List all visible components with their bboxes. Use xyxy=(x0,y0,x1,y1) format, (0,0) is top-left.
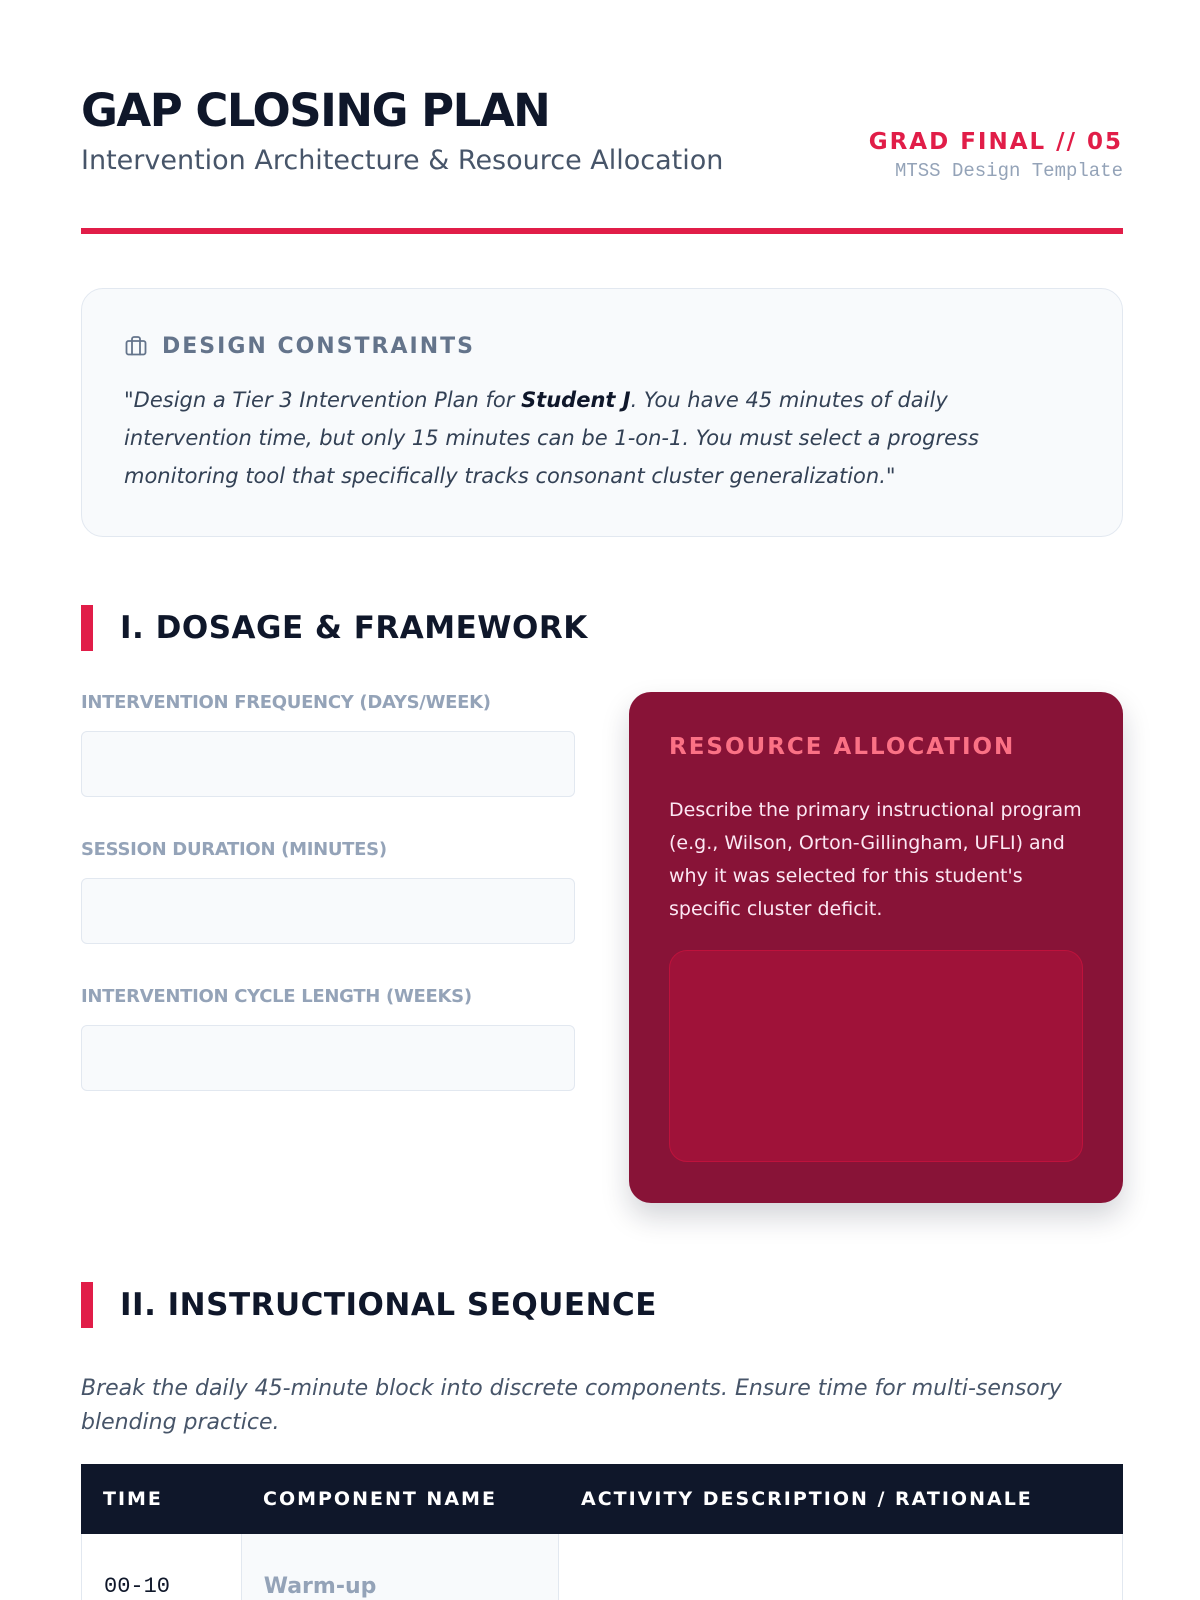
row-description-input[interactable] xyxy=(559,1534,1122,1600)
template-tag: MTSS Design Template xyxy=(894,160,1123,182)
table-header xyxy=(81,1464,1123,1534)
constraints-text-after: . You have 45 minutes of daily intervention time, but only 15 minutes can be 1-on-1. You must select a progress monitoring tool that specifically tracks consonant cluster generalization." xyxy=(124,388,979,488)
column-header-description: ACTIVITY DESCRIPTION / RATIONALE xyxy=(581,1488,1033,1510)
row-time: 00-10 xyxy=(82,1534,242,1600)
constraints-text-before: "Design a Tier 3 Intervention Plan for xyxy=(124,388,522,412)
assignment-code: GRAD FINAL // 05 xyxy=(868,129,1123,155)
page-subtitle: Intervention Architecture & Resource Allocation xyxy=(81,145,724,176)
frequency-input[interactable] xyxy=(81,731,575,797)
cycle-length-label: INTERVENTION CYCLE LENGTH (WEEKS) xyxy=(81,986,472,1007)
duration-input[interactable] xyxy=(81,878,575,944)
header-divider xyxy=(81,228,1123,234)
section-dosage-title: I. DOSAGE & FRAMEWORK xyxy=(120,610,588,646)
resource-allocation-card xyxy=(629,692,1123,1203)
page-title: GAP CLOSING PLAN xyxy=(81,84,550,137)
row-component-input[interactable]: Warm-up xyxy=(242,1534,559,1600)
instructional-sequence-table xyxy=(81,1464,1123,1600)
sequence-instructions: Break the daily 45-minute block into discrete components. Ensure time for multi-sensory blending practice. xyxy=(81,1376,1062,1435)
section-sequence-title: II. INSTRUCTIONAL SEQUENCE xyxy=(120,1287,657,1323)
column-header-component: COMPONENT NAME xyxy=(263,1488,497,1510)
frequency-label: INTERVENTION FREQUENCY (DAYS/WEEK) xyxy=(81,692,491,713)
duration-label: SESSION DURATION (MINUTES) xyxy=(81,839,387,860)
constraints-text xyxy=(124,381,1044,495)
constraints-heading xyxy=(124,331,475,361)
resource-allocation-description: Describe the primary instructional program (e.g., Wilson, Orton-Gillingham, UFLI) and why it was selected for this student's specific cluster deficit. xyxy=(669,799,1082,920)
briefcase-icon xyxy=(124,334,148,358)
table-row xyxy=(81,1534,1123,1600)
column-header-time: TIME xyxy=(103,1488,163,1510)
student-name: Student J xyxy=(521,388,631,412)
resource-allocation-textarea[interactable] xyxy=(669,950,1083,1162)
section-accent-bar xyxy=(81,1282,93,1328)
resource-allocation-title: RESOURCE ALLOCATION xyxy=(669,734,1016,760)
section-accent-bar xyxy=(81,605,93,651)
design-constraints-card xyxy=(81,288,1123,537)
cycle-length-input[interactable] xyxy=(81,1025,575,1091)
section-sequence-heading xyxy=(81,1282,657,1328)
page-header xyxy=(81,84,1123,236)
constraints-label: DESIGN CONSTRAINTS xyxy=(162,333,475,359)
section-dosage-heading xyxy=(81,605,588,651)
